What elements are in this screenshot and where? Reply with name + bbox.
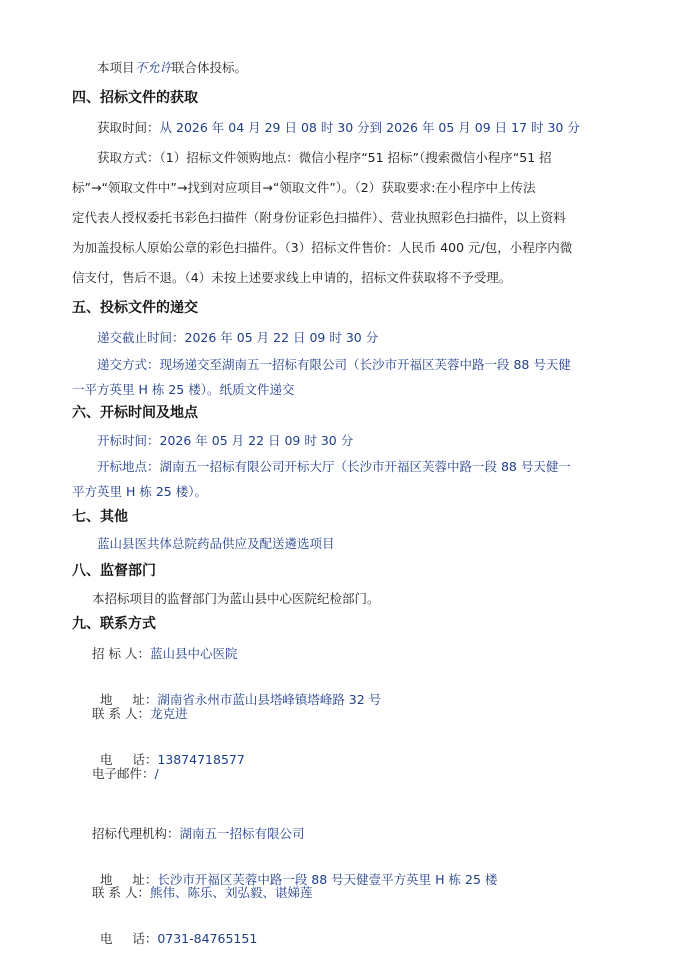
acquire-time-label: 获取时间： — [97, 120, 160, 135]
contact-value: 龙克进 — [149, 706, 188, 721]
contact-label: 地 址： — [99, 692, 158, 707]
acquire-time — [97, 120, 580, 136]
contact-label: 招 标 人： — [92, 646, 150, 661]
section-8-heading: 八、监督部门 — [72, 563, 156, 579]
intro-prefix: 本项目 — [97, 60, 135, 75]
owner-email-row — [92, 766, 159, 782]
section-6-heading: 六、开标时间及地点 — [72, 405, 198, 421]
submit-method-line: 一平方英里 H 栋 25 楼）。纸质文件递交 — [72, 382, 295, 397]
acquire-method-line: 信支付，售后不退。（4）未按上述要求线上申请的，招标文件获取将不予受理。 — [72, 270, 512, 285]
other-text: 蓝山县医共体总院药品供应及配送遴选项目 — [97, 536, 335, 551]
contact-value: / — [154, 766, 159, 781]
contact-value: 13874718577 — [157, 752, 245, 767]
contact-label: 地 址： — [99, 872, 158, 887]
contact-label: 电 话： — [99, 752, 158, 767]
section-9-heading: 九、联系方式 — [72, 616, 156, 632]
contact-value: 湖南五一招标有限公司 — [179, 826, 305, 841]
owner-address-row — [92, 676, 381, 708]
opening-time: 开标时间：2026 年 05 月 22 日 09 时 30 分 — [97, 433, 354, 448]
owner-contact-row — [92, 706, 187, 722]
intro-emphasis: 不允许 — [134, 60, 173, 75]
opening-place-line: 开标地点：湖南五一招标有限公司开标大厅（长沙市开福区芙蓉中路一段 88 号天健一 — [97, 459, 571, 474]
contact-label: 招标代理机构： — [92, 826, 180, 841]
owner-name-row — [92, 646, 237, 662]
acquire-method-line: 标”→“领取文件中”→找到对应项目→“领取文件”）。（2）获取要求:在小程序中上传法 — [72, 180, 536, 195]
contact-value: 0731-84765151 — [157, 931, 258, 946]
owner-phone-row — [92, 736, 245, 768]
contact-label: 电子邮件： — [92, 766, 155, 781]
contact-value: 长沙市开福区芙蓉中路一段 88 号天健壹平方英里 H 栋 25 楼 — [157, 872, 498, 887]
agency-name-row — [92, 826, 305, 842]
opening-place-line: 平方英里 H 栋 25 楼）。 — [72, 484, 207, 499]
contact-label: 联 系 人： — [92, 885, 150, 900]
acquire-time-value: 从 2026 年 04 月 29 日 08 时 30 分到 2026 年 05 月 09 日 17 时 30 分 — [159, 120, 580, 135]
acquire-method-line: 获取方式：（1）招标文件领购地点：微信小程序“51 招标”（搜索微信小程序“51 招 — [97, 150, 552, 165]
section-5-heading: 五、投标文件的递交 — [72, 300, 198, 316]
agency-phone-row — [92, 915, 257, 947]
contact-value: 熊伟、陈乐、刘弘毅、谌娣莲 — [149, 885, 313, 900]
supervision-text: 本招标项目的监督部门为蓝山县中心医院纪检部门。 — [92, 591, 380, 606]
section-4-heading: 四、招标文件的获取 — [72, 90, 198, 106]
submit-deadline: 递交截止时间：2026 年 05 月 22 日 09 时 30 分 — [97, 330, 379, 345]
intro-suffix: 联合体投标。 — [172, 60, 248, 75]
intro-line — [97, 60, 247, 76]
agency-contact-row — [92, 885, 312, 901]
acquire-method-line: 为加盖投标人原始公章的彩色扫描件。（3）招标文件售价：人民币 400 元/包，小程序内微 — [72, 240, 573, 255]
contact-label: 电 话： — [99, 931, 158, 946]
acquire-method-line: 定代表人授权委托书彩色扫描件（附身份证彩色扫描件）、营业执照彩色扫描件，以上资料 — [72, 210, 566, 225]
contact-value: 蓝山县中心医院 — [149, 646, 238, 661]
section-7-heading: 七、其他 — [72, 509, 128, 525]
agency-address-row — [92, 856, 497, 888]
contact-value: 湖南省永州市蓝山县塔峰镇塔峰路 32 号 — [157, 692, 382, 707]
submit-method-line: 递交方式：现场递交至湖南五一招标有限公司（长沙市开福区芙蓉中路一段 88 号天健 — [97, 357, 571, 372]
contact-label: 联 系 人： — [92, 706, 150, 721]
